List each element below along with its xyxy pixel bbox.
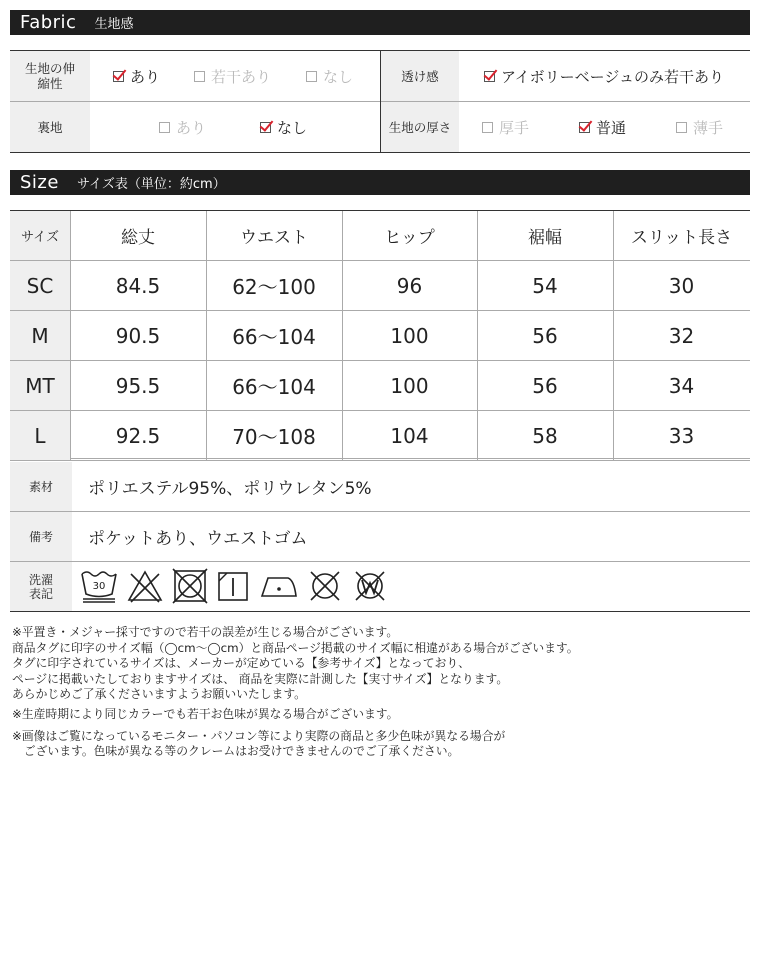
checkbox-checked-icon [260, 122, 271, 133]
stretch-label: 生地の伸縮性 [10, 51, 90, 101]
checkbox-checked-icon [484, 71, 495, 82]
size-label-cell: MT [10, 361, 70, 410]
table-cell: 95.5 [115, 373, 161, 398]
note-line: 商品タグに印字のサイズ幅（◯cm〜◯cm）と商品ページ掲載のサイズ幅に相違がある場合がございます。 [12, 640, 579, 655]
table-cell: 32 [668, 323, 695, 348]
sheer-option: アイボリーベージュのみ若干あり [484, 51, 724, 101]
fabric-title-jp: 生地感 [94, 17, 134, 32]
table-cell: 90.5 [115, 323, 161, 348]
remarks-row [10, 512, 750, 562]
table-cell: 100 [390, 323, 429, 348]
size-table-header [10, 211, 750, 261]
no-wet-clean-icon [352, 568, 388, 604]
table-cell: 54 [532, 273, 558, 298]
stretch-option-slight: 若干あり [194, 51, 271, 101]
header-cell: スリット長さ [630, 228, 733, 248]
note-line: あらかじめご了承くださいますようお願いいたします。 [12, 687, 306, 702]
header-cell: サイズ [10, 211, 70, 260]
table-cell: 100 [390, 373, 429, 398]
lining-option-yes: あり [159, 102, 206, 152]
table-row [10, 361, 750, 411]
notes [12, 625, 579, 760]
table-cell: 96 [396, 273, 423, 298]
remarks-value: ポケットあり、ウエストゴム [88, 529, 308, 549]
note-line: ございます。色味が異なる等のクレームはお受けできませんのでご了承ください。 [12, 744, 460, 759]
fabric-column-divider [380, 51, 381, 152]
size-title-jp: サイズ表（単位：約cm） [76, 177, 226, 192]
table-row [10, 261, 750, 311]
fabric-table [10, 50, 750, 153]
fabric-section-header [10, 10, 750, 35]
checkbox-empty-icon [159, 122, 170, 133]
table-cell: 56 [532, 373, 558, 398]
table-cell: 33 [668, 423, 695, 448]
size-label-cell: SC [10, 261, 70, 310]
table-cell: 66〜104 [232, 375, 316, 399]
size-label-cell: L [10, 411, 70, 460]
care-icons [80, 566, 388, 606]
svg-text:30: 30 [92, 581, 106, 592]
thickness-label: 生地の厚さ [381, 102, 459, 152]
table-cell: 30 [668, 273, 695, 298]
size-section-header [10, 170, 750, 195]
thickness-option-normal: 普通 [579, 102, 626, 152]
table-row [10, 311, 750, 361]
lining-option-no: なし [260, 102, 307, 152]
stretch-option-yes: あり [113, 51, 160, 101]
note-line: ページに掲載いたしておりますサイズは、 商品を実際に計測した【実寸サイズ】となります。 [12, 671, 509, 686]
size-title-en: Size [20, 172, 59, 193]
note-line: ※平置き・メジャー採寸ですので若干の誤差が生じる場合がございます。 [12, 625, 399, 639]
table-cell: 70〜108 [232, 425, 316, 449]
care-label: 洗濯表記 [10, 562, 72, 611]
table-cell: 66〜104 [232, 325, 316, 349]
material-label: 素材 [10, 462, 72, 511]
sheer-label: 透け感 [381, 51, 459, 101]
note-line: ※画像はご覧になっているモニター・パソコン等により実際の商品と多少色味が異なる場合が [12, 728, 506, 743]
iron-low-icon [258, 568, 298, 604]
checkbox-empty-icon [194, 71, 205, 82]
no-bleach-icon [127, 568, 163, 604]
checkbox-empty-icon [306, 71, 317, 82]
table-cell: 62〜100 [232, 275, 316, 299]
line-dry-shade-icon [217, 568, 249, 604]
table-row [10, 411, 750, 461]
material-value: ポリエステル95%、ポリウレタン5% [88, 479, 372, 499]
thickness-option-thin: 薄手 [676, 102, 723, 152]
remarks-label: 備考 [10, 512, 72, 561]
checkbox-empty-icon [482, 122, 493, 133]
header-cell: 裾幅 [528, 228, 562, 248]
wash-30-icon [80, 568, 118, 604]
note-line: タグに印字されているサイズは、メーカーが定めている【参考サイズ】となっており、 [12, 656, 470, 671]
checkbox-empty-icon [676, 122, 687, 133]
size-label-cell: M [10, 311, 70, 360]
header-cell: ウエスト [240, 228, 308, 248]
table-cell: 58 [532, 423, 558, 448]
table-cell: 84.5 [115, 273, 161, 298]
header-cell: ヒップ [384, 228, 435, 248]
note-line: ※生産時期により同じカラーでも若干お色味が異なる場合がございます。 [12, 706, 399, 721]
table-cell: 104 [390, 423, 429, 448]
table-cell: 92.5 [115, 423, 161, 448]
stretch-option-none: なし [306, 51, 353, 101]
fabric-title-en: Fabric [20, 12, 77, 33]
no-dry-clean-icon [307, 568, 343, 604]
material-row [10, 462, 750, 512]
thickness-option-thick: 厚手 [482, 102, 529, 152]
header-cell: 総丈 [121, 228, 155, 248]
checkbox-checked-icon [113, 71, 124, 82]
table-cell: 56 [532, 323, 558, 348]
no-tumble-dry-icon [172, 568, 208, 604]
checkbox-checked-icon [579, 122, 590, 133]
lining-label: 裏地 [10, 102, 90, 152]
table-cell: 34 [668, 373, 695, 398]
